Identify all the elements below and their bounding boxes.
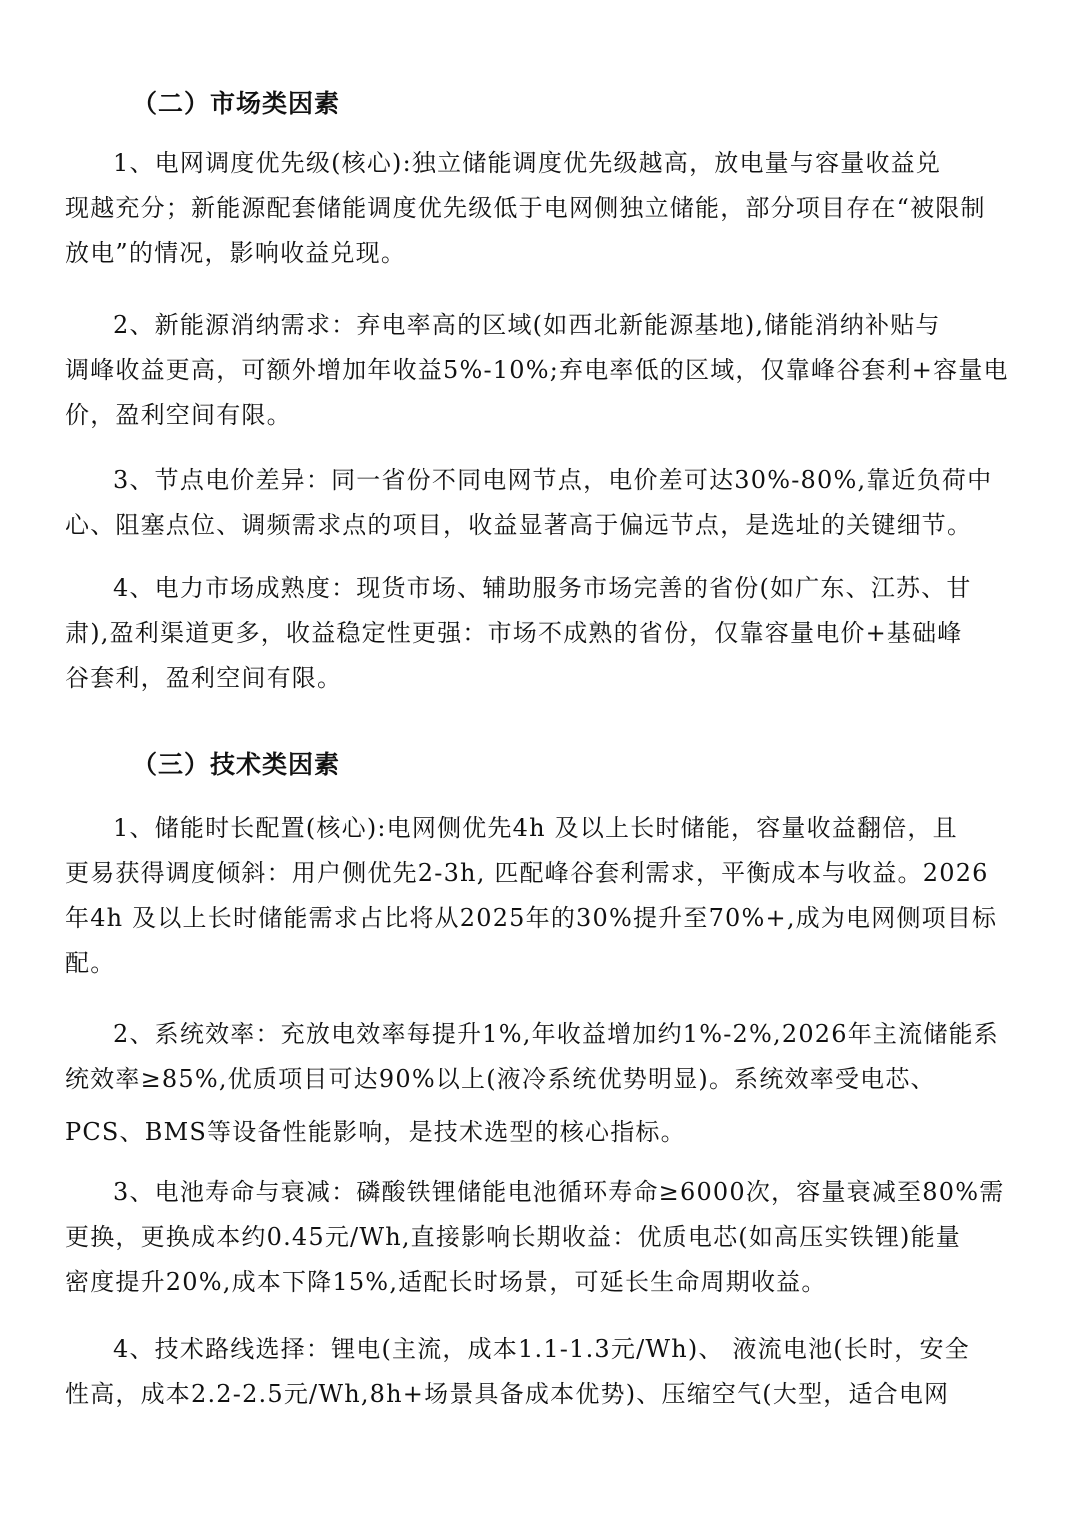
paragraph-tech-4 [65,1327,1015,1417]
text-line: 现越充分；新能源配套储能调度优先级低于电网侧独立储能，部分项目存在“被限制 [65,194,986,222]
paragraph-market-4 [65,566,1015,701]
section-heading-market: （二）市场类因素 [132,89,341,118]
text-line: 3、节点电价差异：同一省份不同电网节点，电价差可达30%-80%,靠近负荷中 [113,466,993,494]
text-line: 更换，更换成本约0.45元/Wh,直接影响长期收益：优质电芯(如高压实铁锂)能量 [65,1223,962,1251]
section-heading-technology: （三）技术类因素 [132,750,341,779]
paragraph-market-2 [65,303,1015,438]
text-line: PCS、BMS等设备性能影响，是技术选型的核心指标。 [65,1118,686,1146]
text-line: 2、系统效率：充放电效率每提升1%,年收益增加约1%-2%,2026年主流储能系 [113,1020,999,1048]
text-line: 更易获得调度倾斜：用户侧优先2-3h, 匹配峰谷套利需求，平衡成本与收益。2026 [65,859,989,887]
text-line: 1、电网调度优先级(核心):独立储能调度优先级越高，放电量与容量收益兑 [113,149,942,177]
paragraph-tech-2 [65,1012,1015,1155]
text-line: 配。 [65,949,116,977]
text-line: 4、电力市场成熟度：现货市场、辅助服务市场完善的省份(如广东、江苏、甘 [113,574,972,602]
paragraph-tech-1 [65,806,1015,986]
paragraph-tech-3 [65,1170,1015,1305]
text-line: 调峰收益更高，可额外增加年收益5%-10%;弃电率低的区域，仅靠峰谷套利+容量电 [65,356,1009,384]
text-line: 心、阻塞点位、调频需求点的项目，收益显著高于偏远节点，是选址的关键细节。 [65,511,973,539]
text-line: 2、新能源消纳需求：弃电率高的区域(如西北新能源基地),储能消纳补贴与 [113,311,941,339]
text-line: 统效率≥85%,优质项目可达90%以上(液冷系统优势明显)。系统效率受电芯、 [65,1065,936,1093]
text-line: 4、技术路线选择：锂电(主流，成本1.1-1.3元/Wh)、 液流电池(长时，安全 [113,1335,970,1363]
text-line: 肃),盈利渠道更多，收益稳定性更强：市场不成熟的省份，仅靠容量电价+基础峰 [65,619,963,647]
text-line: 性高，成本2.2-2.5元/Wh,8h+场景具备成本优势)、压缩空气(大型，适合电网 [65,1380,950,1408]
text-line: 谷套利，盈利空间有限。 [65,664,343,692]
text-line: 密度提升20%,成本下降15%,适配长时场景，可延长生命周期收益。 [65,1268,827,1296]
text-line: 年4h 及以上长时储能需求占比将从2025年的30%提升至70%+,成为电网侧项目标 [65,904,998,932]
paragraph-market-3 [65,458,1015,548]
text-line: 1、储能时长配置(核心):电网侧优先4h 及以上长时储能，容量收益翻倍，且 [113,814,958,842]
text-line: 价，盈利空间有限。 [65,401,292,429]
text-line: 3、电池寿命与衰减：磷酸铁锂储能电池循环寿命≥6000次，容量衰减至80%需 [113,1178,1005,1206]
paragraph-market-1 [65,141,1015,276]
text-line: 放电”的情况，影响收益兑现。 [65,239,407,267]
